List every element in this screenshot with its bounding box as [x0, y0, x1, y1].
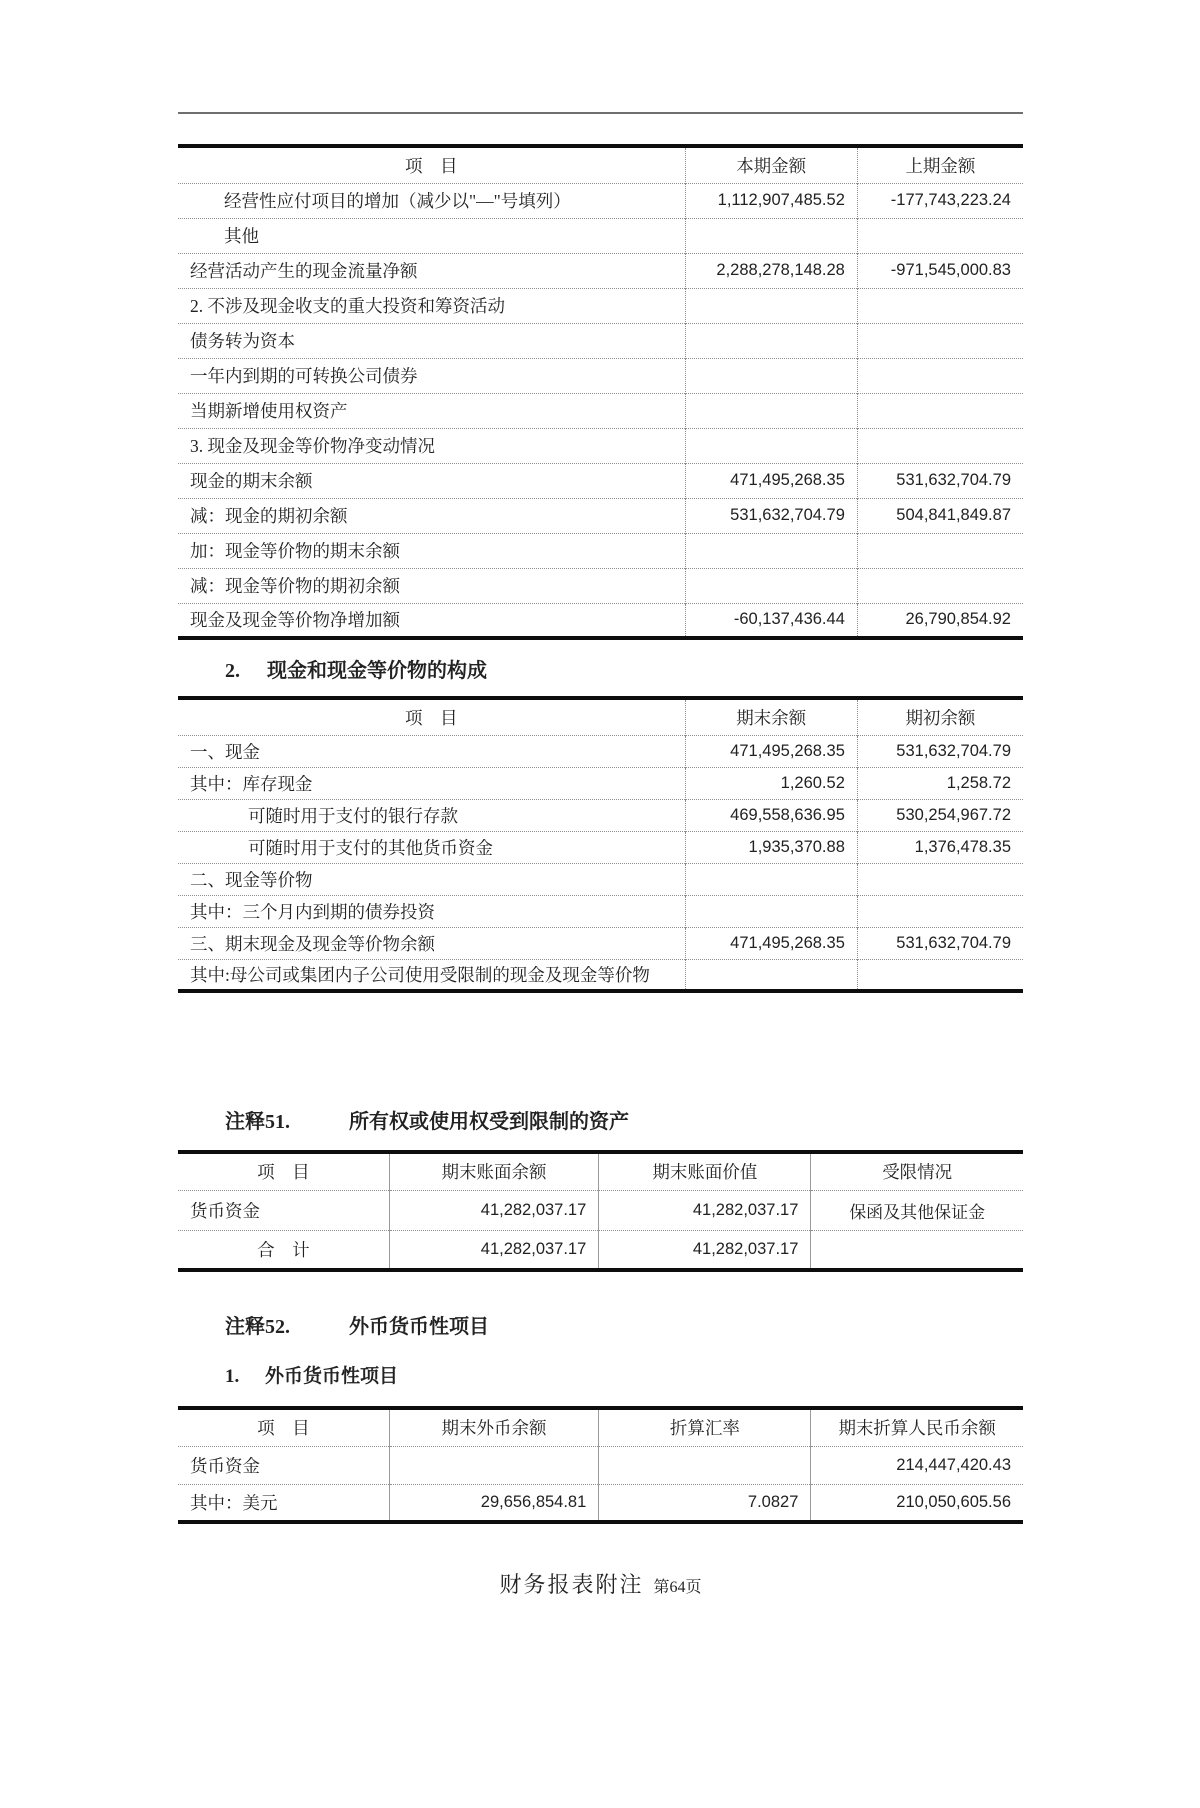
table-header-row [178, 146, 1023, 183]
col-header-ending-book-balance: 期末账面余额 [389, 1152, 599, 1190]
row-current-amount [685, 358, 857, 393]
footer-page-number: 第64页 [653, 1579, 702, 1596]
row-ending-balance: 1,935,370.88 [685, 831, 857, 863]
table-row [178, 533, 1023, 568]
row-ending-book-balance: 41,282,037.17 [389, 1230, 599, 1270]
row-ending-rmb-balance: 210,050,605.56 [811, 1484, 1023, 1522]
row-prior-amount [857, 218, 1023, 253]
row-item: 当期新增使用权资产 [178, 393, 685, 428]
cash-composition-table [178, 696, 1023, 993]
table-row [178, 288, 1023, 323]
row-beginning-balance: 530,254,967.72 [857, 799, 1023, 831]
row-item: 一、现金 [178, 735, 685, 767]
page-footer [178, 1568, 1023, 1599]
row-prior-amount: -177,743,223.24 [857, 183, 1023, 218]
note51-title: 所有权或使用权受到限制的资产 [349, 1111, 629, 1133]
col-header-beginning-balance: 期初余额 [857, 698, 1023, 735]
note52-heading [178, 1310, 1023, 1339]
table-row [178, 568, 1023, 603]
row-item: 减：现金等价物的期初余额 [178, 568, 685, 603]
row-current-amount [685, 323, 857, 358]
cash-flow-supplement-table [178, 144, 1023, 640]
row-beginning-balance: 1,258.72 [857, 767, 1023, 799]
row-beginning-balance: 1,376,478.35 [857, 831, 1023, 863]
row-item: 经营活动产生的现金流量净额 [178, 253, 685, 288]
row-ending-rmb-balance: 214,447,420.43 [811, 1446, 1023, 1484]
col-header-restriction: 受限情况 [811, 1152, 1023, 1190]
row-prior-amount [857, 568, 1023, 603]
col-header-current-amount: 本期金额 [685, 146, 857, 183]
table-row [178, 927, 1023, 959]
note51-label: 注释51. [225, 1111, 290, 1133]
table-row [178, 1446, 1023, 1484]
section-title: 现金和现金等价物的构成 [267, 660, 487, 682]
table-header-row [178, 698, 1023, 735]
col-header-exchange-rate: 折算汇率 [599, 1408, 811, 1446]
row-item: 减：现金的期初余额 [178, 498, 685, 533]
table-row [178, 323, 1023, 358]
col-header-ending-book-value: 期末账面价值 [599, 1152, 811, 1190]
row-item: 加：现金等价物的期末余额 [178, 533, 685, 568]
row-ending-balance: 471,495,268.35 [685, 735, 857, 767]
row-ending-balance: 469,558,636.95 [685, 799, 857, 831]
row-beginning-balance [857, 959, 1023, 991]
table-row [178, 799, 1023, 831]
row-current-amount: 471,495,268.35 [685, 463, 857, 498]
row-current-amount [685, 288, 857, 323]
row-current-amount [685, 393, 857, 428]
row-prior-amount [857, 428, 1023, 463]
col-header-item: 项 目 [257, 1162, 310, 1183]
row-item: 货币资金 [178, 1190, 389, 1230]
table-row [178, 735, 1023, 767]
table-row [178, 603, 1023, 638]
row-item: 其中：三个月内到期的债券投资 [178, 895, 685, 927]
row-prior-amount [857, 288, 1023, 323]
row-item: 现金的期末余额 [178, 463, 685, 498]
row-ending-balance: 471,495,268.35 [685, 927, 857, 959]
foreign-currency-items-table [178, 1406, 1023, 1524]
table-row [178, 253, 1023, 288]
col-header-ending-balance: 期末余额 [685, 698, 857, 735]
table-row [178, 863, 1023, 895]
row-item: 2. 不涉及现金收支的重大投资和筹资活动 [178, 288, 685, 323]
row-beginning-balance: 531,632,704.79 [857, 927, 1023, 959]
row-beginning-balance [857, 895, 1023, 927]
row-prior-amount: 531,632,704.79 [857, 463, 1023, 498]
table-row [178, 393, 1023, 428]
row-item-total: 合 计 [178, 1230, 389, 1270]
table-row [178, 218, 1023, 253]
row-item: 货币资金 [178, 1446, 389, 1484]
row-item: 其中：库存现金 [178, 767, 685, 799]
table-row [178, 358, 1023, 393]
row-prior-amount [857, 358, 1023, 393]
col-header-ending-rmb-balance: 期末折算人民币余额 [811, 1408, 1023, 1446]
note52-title: 外币货币性项目 [349, 1316, 489, 1338]
row-item: 可随时用于支付的其他货币资金 [178, 831, 685, 863]
col-header-prior-amount: 上期金额 [857, 146, 1023, 183]
page-header-rule [178, 112, 1023, 114]
row-restriction [811, 1230, 1023, 1270]
row-exchange-rate [599, 1446, 811, 1484]
row-prior-amount [857, 393, 1023, 428]
row-prior-amount [857, 533, 1023, 568]
row-ending-book-value: 41,282,037.17 [599, 1230, 811, 1270]
row-current-amount [685, 218, 857, 253]
row-ending-balance [685, 863, 857, 895]
table-row [178, 959, 1023, 991]
row-item: 经营性应付项目的增加（减少以"—"号填列） [178, 183, 685, 218]
row-prior-amount: 504,841,849.87 [857, 498, 1023, 533]
row-prior-amount: 26,790,854.92 [857, 603, 1023, 638]
col-header-item: 项 目 [405, 707, 458, 728]
row-ending-foreign-balance: 29,656,854.81 [389, 1484, 599, 1522]
row-ending-balance: 1,260.52 [685, 767, 857, 799]
row-item: 其他 [178, 218, 685, 253]
table-row [178, 1230, 1023, 1270]
table-row [178, 1484, 1023, 1522]
page-content [178, 112, 1023, 1599]
table-row [178, 895, 1023, 927]
row-item: 债务转为资本 [178, 323, 685, 358]
row-ending-balance [685, 895, 857, 927]
table-row [178, 831, 1023, 863]
row-current-amount: 1,112,907,485.52 [685, 183, 857, 218]
row-current-amount: 531,632,704.79 [685, 498, 857, 533]
row-restriction: 保函及其他保证金 [811, 1190, 1023, 1230]
col-header-ending-foreign-balance: 期末外币余额 [389, 1408, 599, 1446]
table-row [178, 767, 1023, 799]
col-header-item: 项 目 [405, 155, 458, 176]
row-item: 其中：美元 [178, 1484, 389, 1522]
table-header-row [178, 1408, 1023, 1446]
row-prior-amount [857, 323, 1023, 358]
row-current-amount: -60,137,436.44 [685, 603, 857, 638]
row-ending-foreign-balance [389, 1446, 599, 1484]
sub-section-number: 1. [225, 1366, 240, 1387]
row-beginning-balance: 531,632,704.79 [857, 735, 1023, 767]
row-item: 可随时用于支付的银行存款 [178, 799, 685, 831]
sub-section-title: 外币货币性项目 [265, 1366, 399, 1387]
row-item: 三、期末现金及现金等价物余额 [178, 927, 685, 959]
note51-heading [178, 1105, 1023, 1134]
section-heading-cash-composition [178, 654, 1023, 683]
row-current-amount: 2,288,278,148.28 [685, 253, 857, 288]
row-beginning-balance [857, 863, 1023, 895]
row-current-amount [685, 533, 857, 568]
table-row [178, 183, 1023, 218]
table-header-row [178, 1152, 1023, 1190]
table-row [178, 463, 1023, 498]
note52-label: 注释52. [225, 1316, 290, 1338]
section-number: 2. [225, 660, 240, 682]
row-item: 3. 现金及现金等价物净变动情况 [178, 428, 685, 463]
row-item: 其中:母公司或集团内子公司使用受限制的现金及现金等价物 [178, 959, 685, 991]
table-row [178, 1190, 1023, 1230]
restricted-assets-table [178, 1150, 1023, 1272]
row-prior-amount: -971,545,000.83 [857, 253, 1023, 288]
row-ending-balance [685, 959, 857, 991]
row-ending-book-balance: 41,282,037.17 [389, 1190, 599, 1230]
row-exchange-rate: 7.0827 [599, 1484, 811, 1522]
footer-title: 财务报表附注 [499, 1572, 644, 1597]
col-header-item: 项 目 [257, 1418, 310, 1439]
note52-sub1-heading [178, 1361, 1023, 1388]
row-item: 现金及现金等价物净增加额 [178, 603, 685, 638]
row-ending-book-value: 41,282,037.17 [599, 1190, 811, 1230]
row-item: 一年内到期的可转换公司债券 [178, 358, 685, 393]
row-current-amount [685, 428, 857, 463]
row-item: 二、现金等价物 [178, 863, 685, 895]
table-row [178, 498, 1023, 533]
table-row [178, 428, 1023, 463]
row-current-amount [685, 568, 857, 603]
